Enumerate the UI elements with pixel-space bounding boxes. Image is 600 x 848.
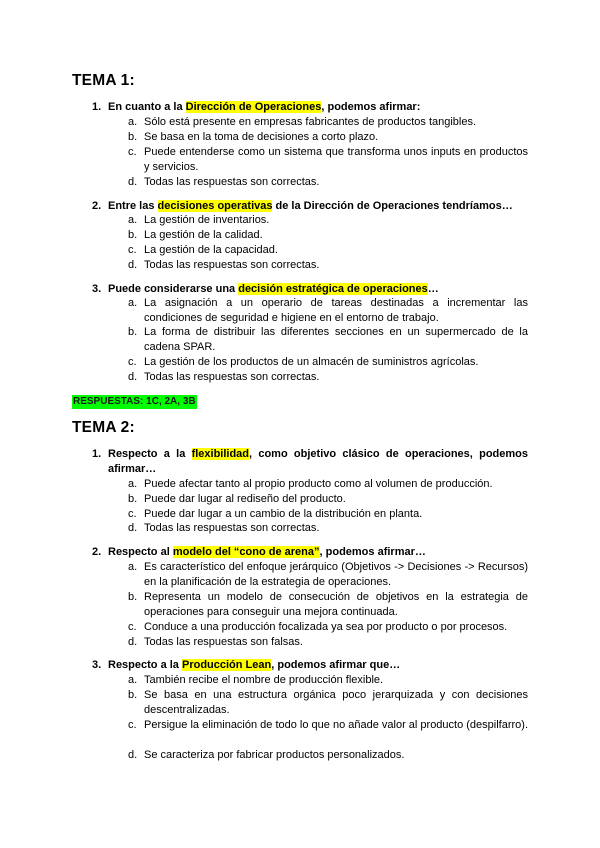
option-1-3-c [128, 355, 528, 370]
question-text-post: , podemos afirmar… [319, 546, 426, 558]
option-1-2-b [128, 228, 528, 243]
option-letter: a. [128, 561, 138, 573]
option-2-2-a [128, 560, 528, 590]
question-text-pre: Respecto a la [108, 448, 192, 460]
question-highlight: Dirección de Operaciones [185, 101, 322, 113]
question-number: 1. [92, 448, 102, 460]
option-letter: d. [128, 371, 138, 383]
option-letter: a. [128, 116, 138, 128]
option-text: Persigue la eliminación de todo lo que no añade valor al producto (despilfarro). [144, 719, 529, 731]
option-1-2-a [128, 213, 528, 228]
option-letter: b. [128, 591, 138, 603]
option-text: Puede dar lugar al rediseño del producto. [144, 493, 346, 505]
option-2-3-c [128, 718, 528, 733]
option-1-2-c [128, 243, 528, 258]
answers-line: RESPUESTAS: 1C, 2A, 3B [73, 396, 196, 407]
option-2-1-b [128, 492, 528, 507]
question-text-pre: Respecto a la [108, 659, 182, 671]
option-text: Todas las respuestas son correctas. [144, 259, 320, 271]
option-2-2-d [128, 635, 528, 650]
option-letter: b. [128, 131, 138, 143]
option-letter: b. [128, 689, 138, 701]
question-1-3 [92, 282, 528, 297]
option-letter: a. [128, 674, 138, 686]
option-text: La gestión de los productos de un almacén de suministros agrícolas. [144, 356, 479, 368]
question-text-pre: Respecto al [108, 546, 173, 558]
option-1-1-d [128, 175, 528, 190]
question-number: 3. [92, 659, 102, 671]
option-1-3-a [128, 296, 528, 326]
option-text: Puede dar lugar a un cambio de la distribución en planta. [144, 508, 423, 520]
option-1-1-c [128, 145, 528, 175]
option-2-1-d [128, 521, 528, 536]
question-number: 2. [92, 200, 102, 212]
option-2-2-c [128, 620, 528, 635]
option-text: La gestión de la capacidad. [144, 244, 278, 256]
option-letter: c. [128, 719, 137, 731]
question-highlight: Producción Lean [181, 659, 272, 671]
question-text-post: , podemos afirmar: [321, 101, 421, 113]
option-letter: d. [128, 176, 138, 188]
option-text: Es característico del enfoque jerárquico (Objetivos -> Decisiones -> Recursos) en la planificación de la estrategia de operaciones. [144, 561, 528, 588]
option-2-2-b [128, 590, 528, 620]
option-letter: d. [128, 522, 138, 534]
question-2-1 [92, 447, 528, 477]
question-highlight: decisión estratégica de operaciones [238, 283, 428, 295]
option-text: La gestión de la calidad. [144, 229, 263, 241]
option-text: La asignación a un operario de tareas destinadas a incrementar las condiciones de seguridad e higiene en el entorno de trabajo. [144, 297, 528, 324]
question-2-2 [92, 545, 528, 560]
question-highlight: flexibilidad [191, 448, 250, 460]
option-letter: c. [128, 146, 137, 158]
tema-2-title: TEMA 2: [72, 419, 135, 436]
option-letter: b. [128, 229, 138, 241]
option-text: Puede afectar tanto al propio producto como al volumen de producción. [144, 478, 493, 490]
option-text: Se basa en la toma de decisiones a corto plazo. [144, 131, 379, 143]
option-letter: a. [128, 478, 138, 490]
option-text: La gestión de inventarios. [144, 214, 270, 226]
question-text-post: , como objetivo clásico de operaciones, podemos afirmar… [108, 448, 528, 475]
question-number: 3. [92, 283, 102, 295]
question-number: 1. [92, 101, 102, 113]
option-letter: c. [128, 508, 137, 520]
option-text: Puede entenderse como un sistema que transforma unos inputs en productos y servicios. [144, 146, 528, 173]
question-text-post: … [427, 283, 439, 295]
question-2-3 [92, 658, 528, 673]
option-text: También recibe el nombre de producción flexible. [144, 674, 384, 686]
option-text: Se basa en una estructura orgánica poco jerarquizada y con decisiones descentralizadas. [144, 689, 528, 716]
option-1-3-b [128, 325, 528, 355]
option-1-1-a [128, 115, 528, 130]
option-letter: b. [128, 326, 138, 338]
option-text: Sólo está presente en empresas fabricantes de productos tangibles. [144, 116, 477, 128]
option-letter: d. [128, 636, 138, 648]
option-letter: d. [128, 749, 138, 761]
option-2-3-d [128, 748, 528, 763]
question-text-pre: Puede considerarse una [108, 283, 239, 295]
question-text-post: de la Dirección de Operaciones tendríamos… [272, 200, 513, 212]
option-1-3-d [128, 370, 528, 385]
tema-1-title: TEMA 1: [72, 72, 135, 89]
option-letter: c. [128, 244, 137, 256]
question-highlight: modelo del “cono de arena” [172, 546, 320, 558]
option-text: Todas las respuestas son correctas. [144, 176, 320, 188]
option-text: Representa un modelo de consecución de objetivos en la estrategia de operaciones para conseguir una mejora continuada. [144, 591, 528, 618]
option-letter: c. [128, 621, 137, 633]
option-text: Se caracteriza por fabricar productos personalizados. [144, 749, 405, 761]
option-letter: d. [128, 259, 138, 271]
option-2-3-b [128, 688, 528, 718]
question-1-1 [92, 100, 528, 115]
option-text: Conduce a una producción focalizada ya sea por producto o por procesos. [144, 621, 508, 633]
option-text: Todas las respuestas son falsas. [144, 636, 303, 648]
option-text: Todas las respuestas son correctas. [144, 371, 320, 383]
question-text-pre: Entre las [108, 200, 158, 212]
question-number: 2. [92, 546, 102, 558]
question-1-2 [92, 199, 528, 214]
question-highlight: decisiones operativas [157, 200, 273, 212]
option-letter: c. [128, 356, 137, 368]
option-1-2-d [128, 258, 528, 273]
question-text-pre: En cuanto a la [108, 101, 186, 113]
option-1-1-b [128, 130, 528, 145]
question-text-post: , podemos afirmar que… [271, 659, 401, 671]
option-letter: a. [128, 297, 138, 309]
option-2-3-a [128, 673, 528, 688]
option-letter: a. [128, 214, 138, 226]
option-2-1-a [128, 477, 528, 492]
option-text: La forma de distribuir las diferentes secciones en un supermercado de la cadena SPAR. [144, 326, 528, 353]
option-2-1-c [128, 507, 528, 522]
option-letter: b. [128, 493, 138, 505]
option-text: Todas las respuestas son correctas. [144, 522, 320, 534]
